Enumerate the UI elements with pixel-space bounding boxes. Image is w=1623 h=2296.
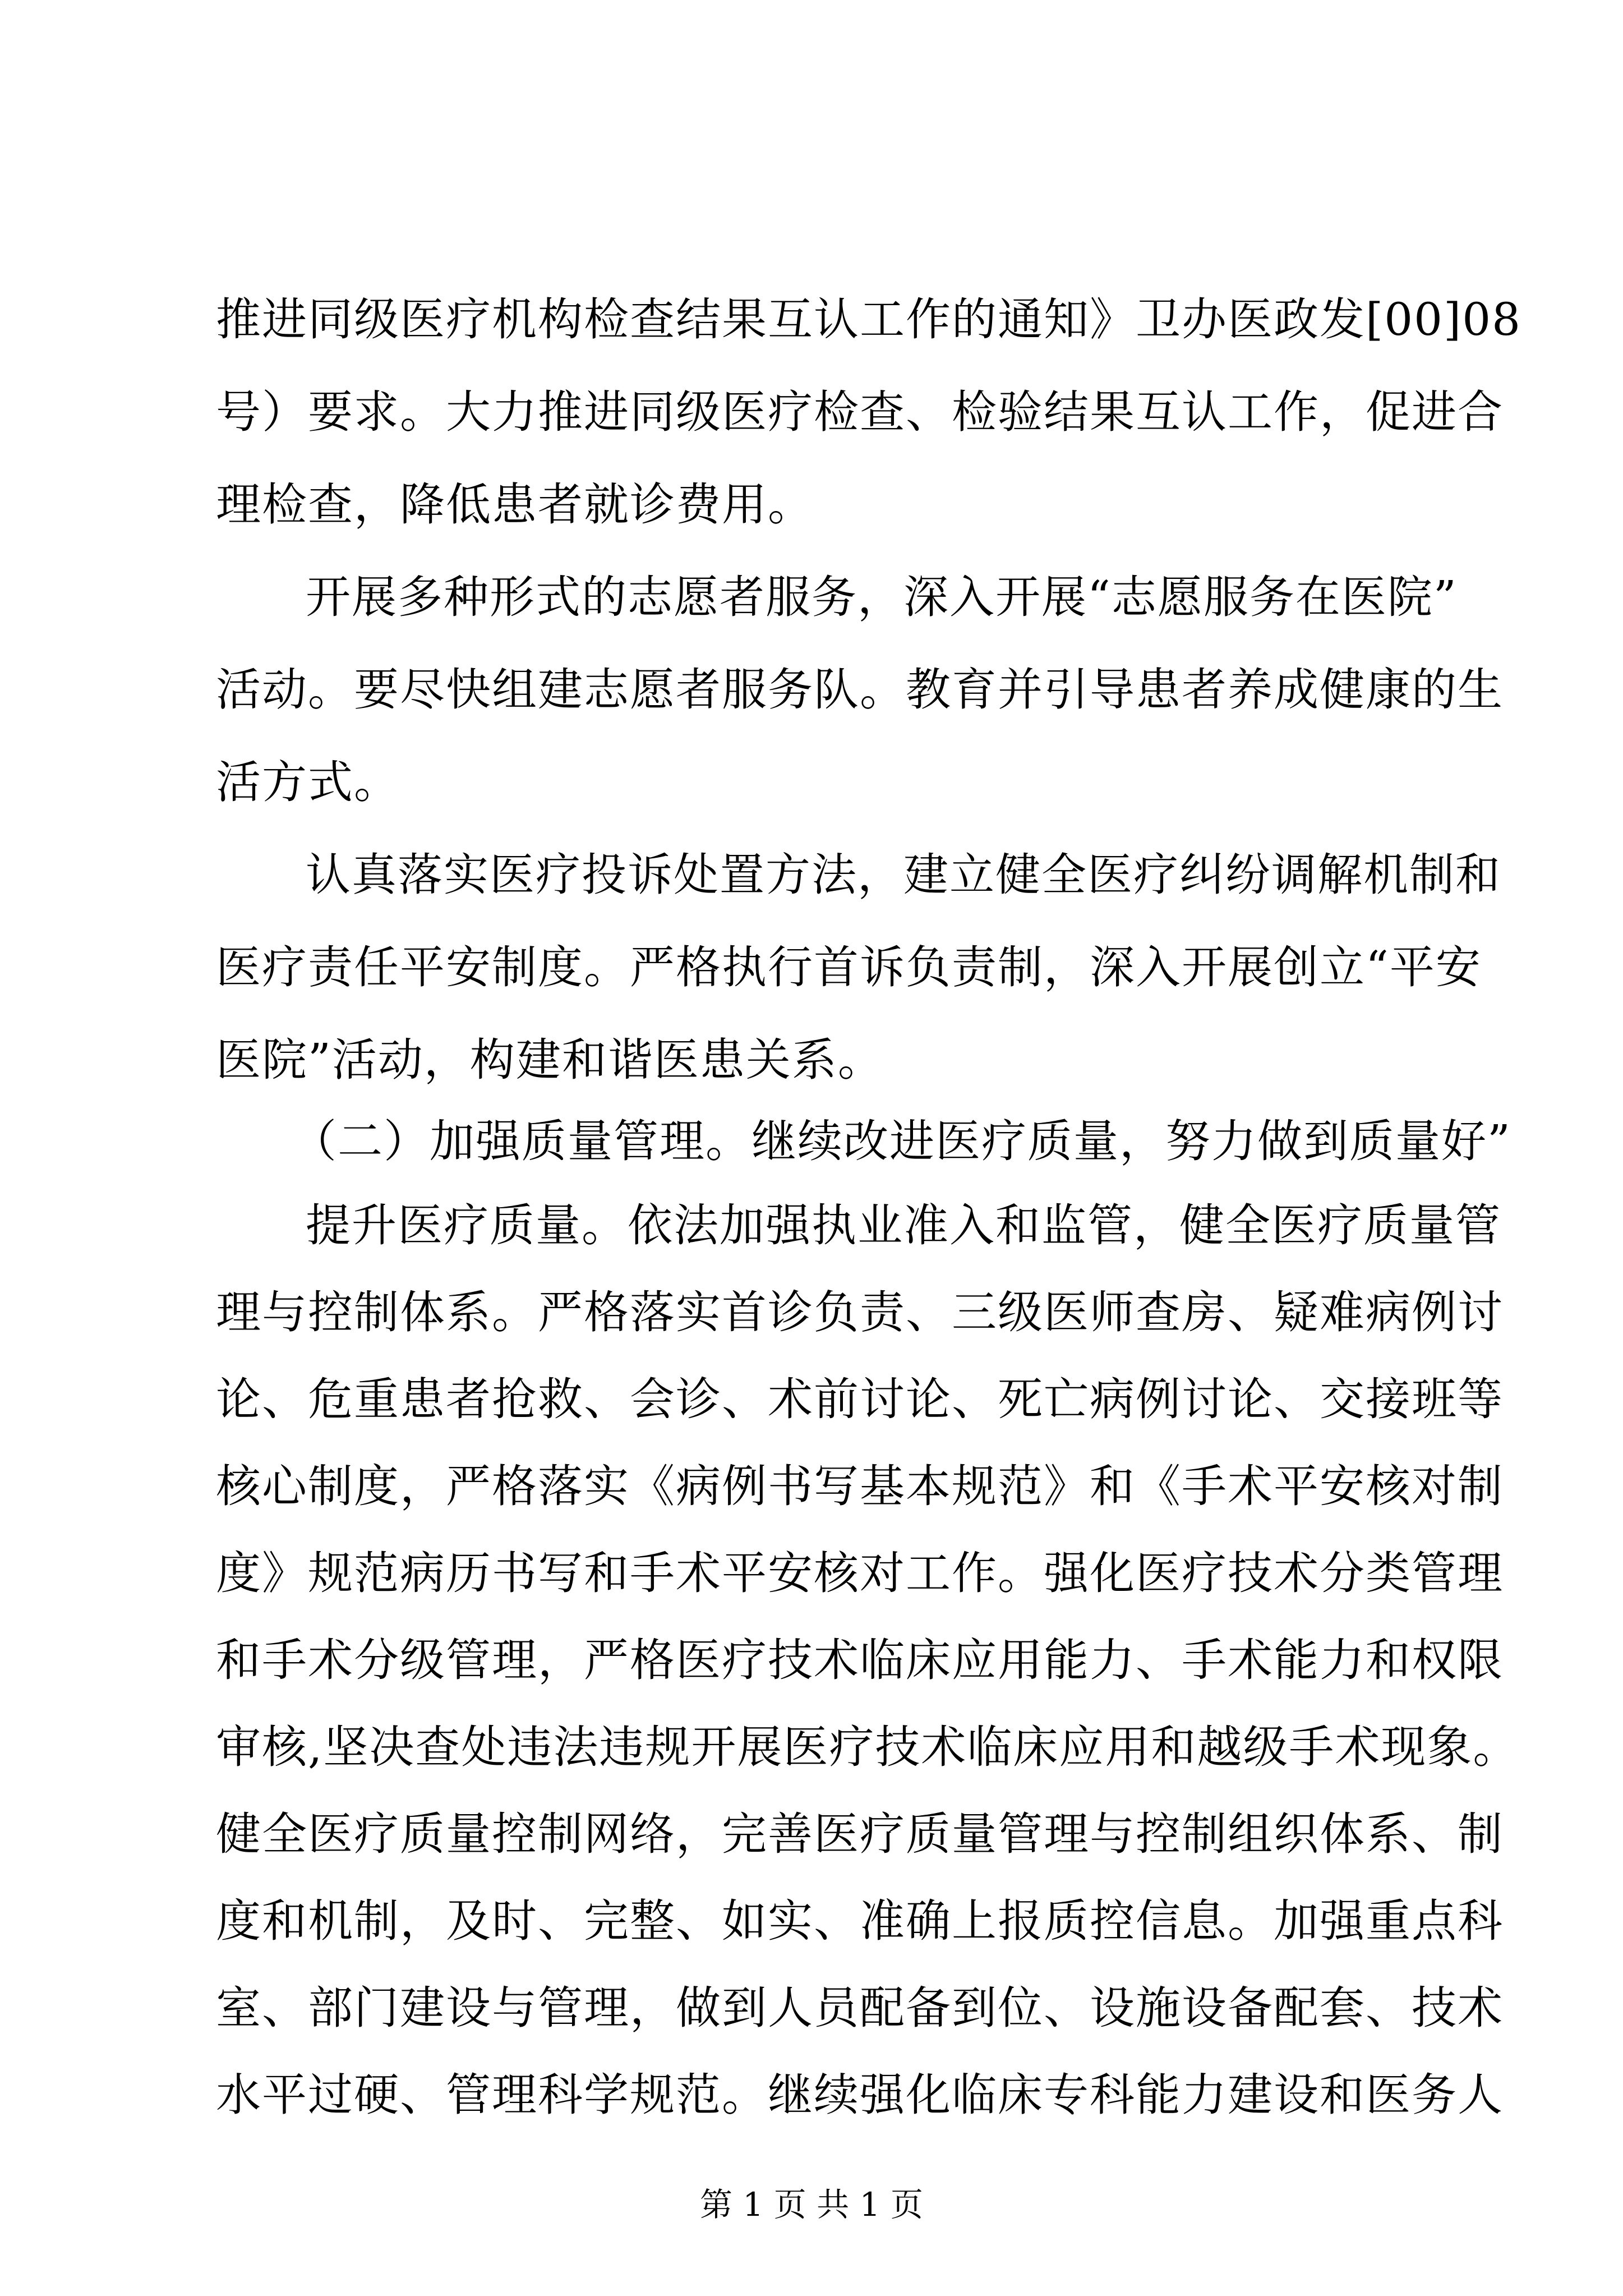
body-text-line: 核心制度，严格落实《病例书写基本规范》和《手术平安核对制 [216,1460,1504,1512]
body-text-line: 医疗责任平安制度。严格执行首诉负责制，深入开展创立“平安 [216,941,1482,993]
body-text-line: 度》规范病历书写和手术平安核对工作。强化医疗技术分类管理 [216,1547,1504,1599]
body-text-line: 室、部门建设与管理，做到人员配备到位、设施设备配套、技术 [216,1982,1504,2034]
body-text-line: 水平过硬、管理科学规范。继续强化临床专科能力建设和医务人 [216,2069,1504,2121]
body-text-line: 开展多种形式的志愿者服务，深入开展“志愿服务在医院” [306,571,1458,623]
body-text-line: 活方式。 [216,756,400,808]
body-text-line: 号）要求。大力推进同级医疗检查、检验结果互认工作，促进合 [216,386,1504,438]
body-text-line: 推进同级医疗机构检查结果互认工作的通知》卫办医政发[00]08 [216,293,1522,346]
body-text-line: 审核,坚决查处违法违规开展医疗技术临床应用和越级手术现象。 [216,1721,1519,1773]
body-text-line: 理与控制体系。严格落实首诊负责、三级医师查房、疑难病例讨 [216,1286,1504,1338]
body-text-line: 度和机制，及时、完整、如实、准确上报质控信息。加强重点科 [216,1895,1504,1947]
body-text-line: 活动。要尽快组建志愿者服务队。教育并引导患者养成健康的生 [216,664,1504,716]
body-text-line: 论、危重患者抢救、会诊、术前讨论、死亡病例讨论、交接班等 [216,1373,1504,1425]
body-text-line: 提升医疗质量。依法加强执业准入和监管，健全医疗质量管 [306,1199,1501,1251]
body-text-line: 和手术分级管理，严格医疗技术临床应用能力、手术能力和权限 [216,1634,1504,1686]
body-text-line: 医院”活动，构建和谐医患关系。 [216,1034,884,1086]
body-text-line: 理检查，降低患者就诊费用。 [216,478,814,531]
body-text-line: 认真落实医疗投诉处置方法，建立健全医疗纠纷调解机制和 [306,849,1501,901]
page-footer: 第 1 页 共 1 页 [700,2185,923,2224]
section-heading: （二）加强质量管理。继续改进医疗质量，努力做到质量好” [292,1115,1511,1167]
body-text-line: 健全医疗质量控制网络，完善医疗质量管理与控制组织体系、制 [216,1808,1504,1860]
